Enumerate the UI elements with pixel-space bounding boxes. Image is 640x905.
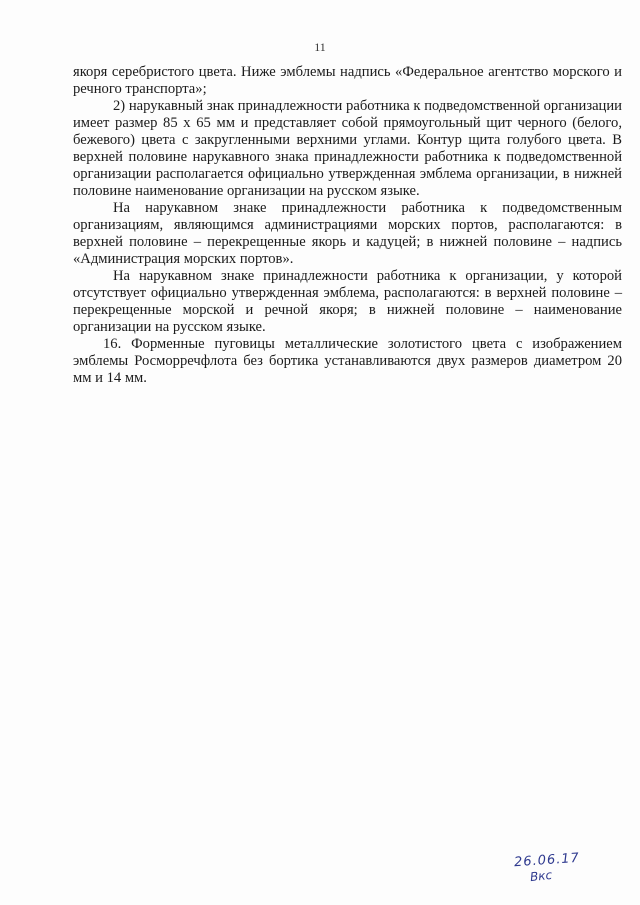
handwritten-date: 26.06.17 bbox=[513, 850, 581, 871]
paragraph-item-2: 2) нарукавный знак принадлежности работника к подведомственной организации имеет размер 85 х 65 мм и представляет собой прямоугольный щит черного (белого, бежевого) цвета с закругленными верхними углами. Контур щита голубого цвета. В верхней половине нарукавного знака принадлежности работника к подведомственной организации располагается официально утвержденная эмблема организации, в нижней половине наименование организации на русском языке. bbox=[73, 98, 622, 199]
document-body bbox=[73, 64, 622, 387]
paragraph-continuation: якоря серебристого цвета. Ниже эмблемы надпись «Федеральное агентство морского и речного транспорта»; bbox=[73, 64, 622, 97]
paragraph-item-16: 16. Форменные пуговицы металлические золотистого цвета с изображением эмблемы Росморречфлота без бортика устанавливаются двух размеров диаметром 20 мм и 14 мм. bbox=[73, 336, 622, 386]
handwritten-initials: Вкс bbox=[529, 867, 553, 885]
paragraph-no-emblem: На нарукавном знаке принадлежности работника к организации, у которой отсутствует официально утвержденная эмблема, располагаются: в верхней половине – перекрещенные морской и речной якоря; в нижней половине – наименование организации на русском языке. bbox=[73, 268, 622, 335]
paragraph-port-administrations: На нарукавном знаке принадлежности работника к подведомственным организациям, являющимся администрациями морских портов, располагаются: в верхней половине – перекрещенные якорь и кадуцей; в нижней половине – надпись «Администрация морских портов». bbox=[73, 200, 622, 267]
page-number: 11 bbox=[314, 40, 326, 54]
handwritten-signature bbox=[508, 850, 608, 903]
